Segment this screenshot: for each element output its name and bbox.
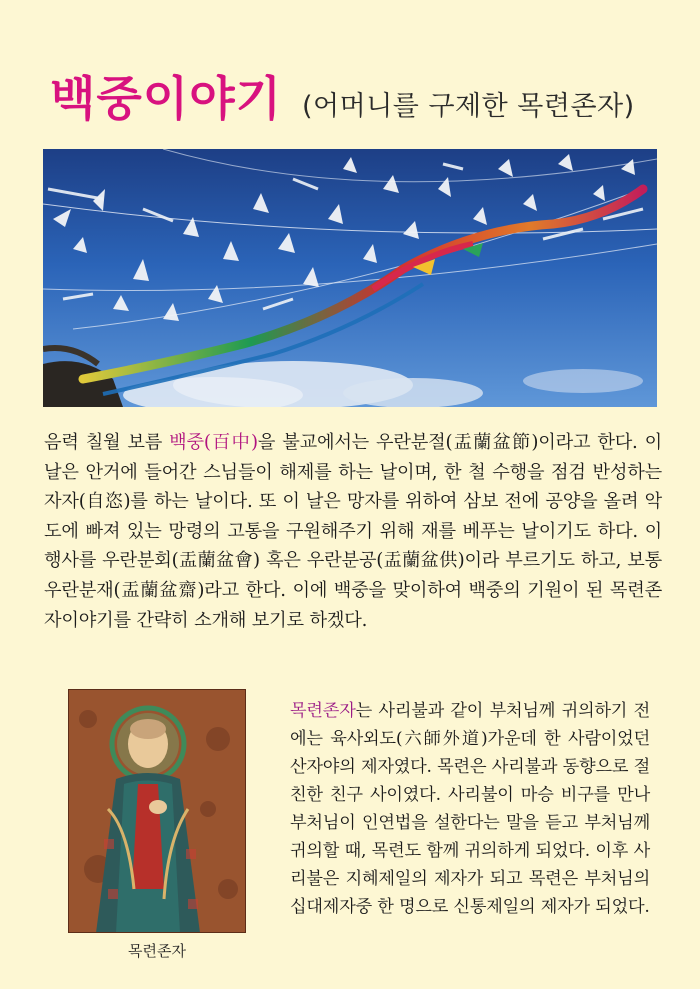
moggallana-portrait — [68, 689, 246, 933]
page-title: 백중이야기 — [50, 72, 283, 127]
title-row — [50, 62, 660, 132]
page-subtitle: (어머니를 구제한 목련존자) — [302, 91, 635, 122]
baekjung-highlight: 백중(百中) — [169, 432, 258, 453]
sky-flags-photo — [43, 149, 657, 407]
story-paragraph — [290, 697, 650, 921]
intro-text-start: 음력 칠월 보름 — [44, 432, 170, 453]
intro-paragraph — [44, 428, 662, 635]
intro-text-rest: 을 불교에서는 우란분절(盂蘭盆節)이라고 한다. 이 날은 안거에 들어간 스님들이 해제를 하는 날이며, 한 철 수행을 점검 반성하는 자자(自恣)를 하는 날이다. 또 이 날은 망자를 위하여 삼보 전에 공양을 올려 악도에 빠져 있는 망령의 고통을 구원해주기 위해 재를 베푸는 날이기도 하다. 이 행사를 우란분회(盂蘭盆會) 혹은 우란분공(盂蘭盆供)이라 부르기도 하고, 보통 우란분재(盂蘭盆齋)라고 한다. 이에 백중을 맞이하여 백중의 기원이 된 목련존자이야기를 간략히 소개해 보기로 하겠다. — [44, 432, 662, 631]
portrait-caption: 목련존자 — [128, 942, 186, 960]
moggallana-highlight: 목련존자 — [290, 701, 356, 721]
story-text: 는 사리불과 같이 부처님께 귀의하기 전에는 육사외도(六師外道)가운데 한 사람이었던 산자야의 제자였다. 목련은 사리불과 동향으로 절친한 친구 사이였다. 사리불이 마승 비구를 만나 부처님이 인연법을 설한다는 말을 듣고 부처님께 귀의할 때, 목련도 함께 귀의하게 되었다. 이후 사리불은 지혜제일의 제자가 되고 목련은 부처님의 십대제자중 한 명으로 신통제일의 제자가 되었다. — [290, 701, 650, 917]
